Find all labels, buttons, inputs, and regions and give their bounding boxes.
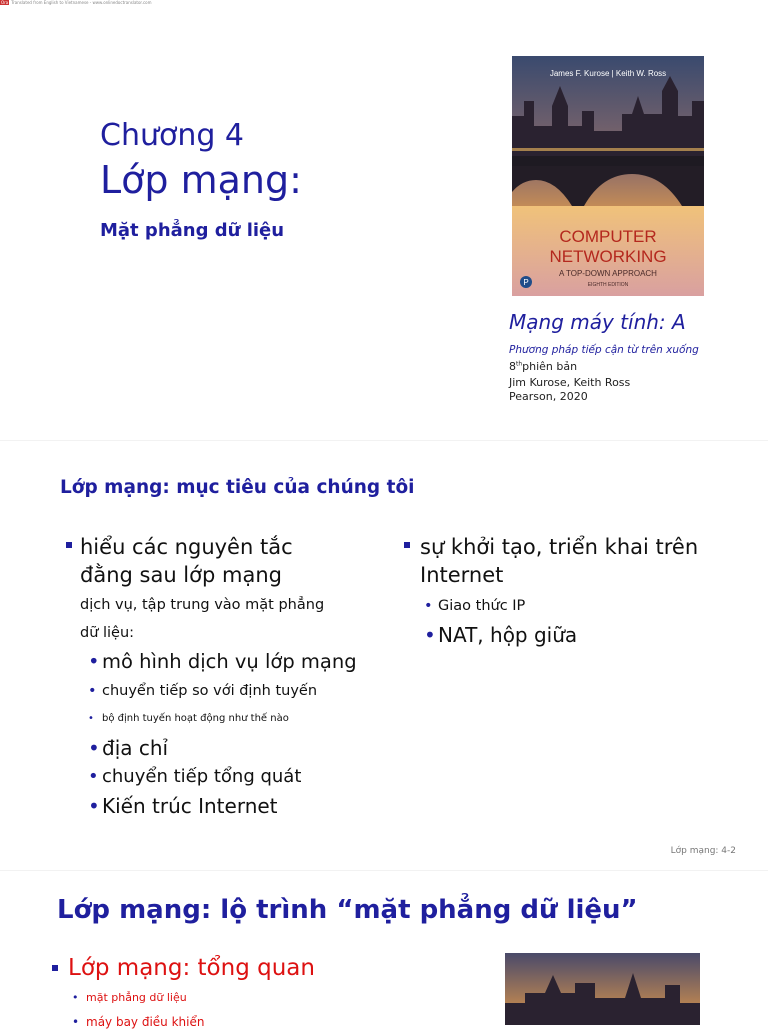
list-item-text: Kiến trúc Internet (102, 794, 278, 818)
dot-bullet-icon: • (72, 991, 79, 1004)
left-column (66, 533, 386, 821)
edition-number: 8 (509, 360, 516, 373)
list-item (66, 705, 386, 733)
list-item-text: chuyển tiếp so với định tuyến (102, 683, 318, 699)
book-cover-art (512, 56, 704, 296)
translator-note: Translated from English to Vietnamese - www.onlinedoctranslator.com (11, 0, 152, 5)
list-item (72, 1013, 204, 1031)
slide-heading: Lớp mạng: lộ trình “mặt phẳng dữ liệu” (57, 895, 638, 925)
dot-bullet-icon: • (88, 650, 100, 673)
list-item (66, 647, 386, 677)
square-bullet-icon (404, 542, 410, 548)
cover-title-line2: NETWORKING (549, 247, 667, 266)
cover-edition: EIGHTH EDITION (587, 282, 629, 288)
list-item-text: chuyển tiếp tổng quát (102, 766, 302, 787)
book-edition (509, 360, 577, 373)
book-subtitle: Phương pháp tiếp cận từ trên xuống (509, 344, 699, 356)
dot-bullet-icon: • (88, 794, 100, 818)
dot-bullet-icon: • (424, 623, 436, 647)
dot-bullet-icon: • (424, 598, 433, 614)
edition-word: phiên bản (522, 360, 578, 373)
list-item-text: Giao thức IP (438, 598, 526, 614)
dot-bullet-icon: • (72, 1015, 80, 1029)
square-bullet-icon (66, 542, 72, 548)
main-bullet (404, 533, 744, 589)
edition-suffix: th (516, 360, 523, 368)
list-item-text: máy bay điều khiển (86, 1015, 205, 1029)
book-authors: Jim Kurose, Keith Ross (509, 376, 631, 389)
list-item (404, 621, 744, 649)
cover-tagline: A TOP-DOWN APPROACH (559, 269, 657, 278)
main-bullet-text: Lớp mạng: tổng quan (68, 955, 315, 981)
square-bullet-icon (52, 965, 58, 971)
book-cover-image (505, 953, 700, 1025)
translator-logo: Ora (1, 0, 9, 5)
list-item-text: mô hình dịch vụ lớp mạng (102, 650, 357, 673)
book-cover-art (505, 953, 700, 1025)
list-item (404, 591, 744, 621)
list-item-text: NAT, hộp giữa (438, 623, 578, 647)
list-item-text: mặt phẳng dữ liệu (86, 991, 187, 1004)
title-slide (0, 6, 768, 430)
chapter-subtitle: Mặt phẳng dữ liệu (100, 220, 285, 241)
roadmap-slide (0, 870, 768, 1029)
list-item (72, 989, 187, 1007)
main-bullet (52, 953, 315, 983)
main-bullet-line1: hiểu các nguyên tắc (80, 535, 293, 559)
slide-page-number: Lớp mạng: 4-2 (670, 846, 736, 856)
goals-slide (0, 440, 768, 861)
list-item (66, 677, 386, 705)
list-item-text: bộ định tuyến hoạt động như thế nào (102, 713, 289, 724)
list-item (66, 791, 386, 821)
slide-heading: Lớp mạng: mục tiêu của chúng tôi (60, 477, 415, 498)
main-bullet-line2: Internet (420, 563, 504, 587)
right-column (404, 533, 744, 649)
cover-title-line1: COMPUTER (559, 227, 657, 246)
list-item (66, 763, 386, 791)
book-cover-image (512, 56, 704, 296)
publisher-logo-letter: P (523, 278, 529, 287)
chapter-number: Chương 4 (100, 118, 245, 153)
continuation-line2: dữ liệu: (80, 625, 135, 641)
book-publisher: Pearson, 2020 (509, 390, 588, 403)
dot-bullet-icon: • (88, 713, 94, 724)
book-title: Mạng máy tính: A (509, 310, 686, 334)
dot-bullet-icon: • (88, 766, 99, 787)
continuation-line1: dịch vụ, tập trung vào mặt phẳng (80, 597, 325, 613)
dot-bullet-icon: • (88, 683, 97, 699)
main-bullet-line1: sự khởi tạo, triển khai trên (420, 535, 699, 559)
list-item (66, 733, 386, 763)
chapter-title: Lớp mạng: (100, 158, 302, 202)
list-item-text: địa chỉ (102, 736, 169, 760)
main-bullet-continuation (66, 591, 386, 647)
dot-bullet-icon: • (88, 736, 100, 760)
cover-authors: James F. Kurose | Keith W. Ross (549, 69, 667, 78)
main-bullet-line2: đằng sau lớp mạng (80, 563, 282, 587)
main-bullet (66, 533, 386, 589)
